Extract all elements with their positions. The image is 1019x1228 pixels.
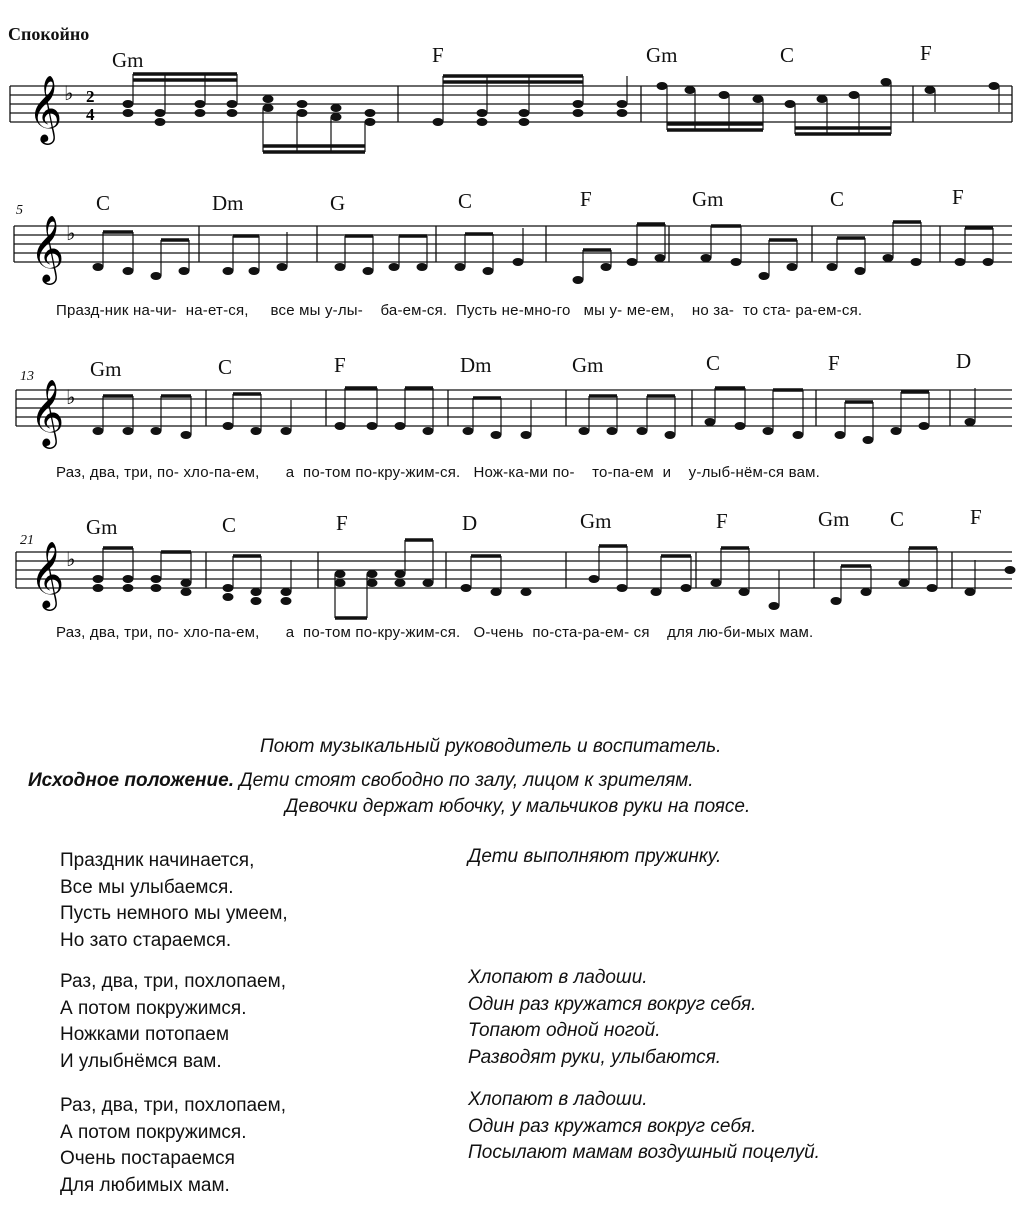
tempo-marking: Спокойно <box>8 24 90 44</box>
verse-line: Раз, два, три, похлопаем, <box>60 1095 286 1116</box>
verse-3-actions <box>468 1087 820 1167</box>
verse-line: Очень постараемся <box>60 1148 235 1169</box>
time-signature-top: 2 <box>86 87 95 106</box>
action-line: Хлопают в ладоши. <box>468 1089 648 1110</box>
chord-symbol: Dm <box>212 191 244 215</box>
verse-line: А потом покружимся. <box>60 997 247 1019</box>
verse-line: А потом покружимся. <box>60 1121 247 1143</box>
action-line: Дети выполняют пружинку. <box>468 846 722 867</box>
system-4 <box>16 505 1016 618</box>
lyrics-line: Раз, два, три, по- хло-па-ем, а по-том по-кру-жим-ся. О-чень по-ста-ра-ем- ся для лю-би-мых мам. <box>56 624 814 641</box>
action-line: Топают одной ногой. <box>468 1020 661 1041</box>
flat-key-signature: ♭ <box>66 221 76 245</box>
chord-symbol: F <box>336 511 348 535</box>
chord-symbol: Gm <box>572 353 604 377</box>
lyrics-line: Празд-ник на-чи- на-ет-ся, все мы у-лы- ба-ем-ся. Пусть не-мно-го мы у- ме-ем, но за- то ста- ра-ем-ся. <box>56 302 863 319</box>
chord-symbol: C <box>96 191 111 215</box>
chord-symbol: C <box>218 355 233 379</box>
verse-line: Для любимых мам. <box>60 1174 230 1196</box>
chord-symbol: F <box>580 187 592 211</box>
verse-line: Ножками потопаем <box>60 1024 230 1045</box>
start-position-text: Дети стоят свободно по залу, лицом к зрителям. <box>239 770 694 791</box>
treble-clef-icon: 𝄞 <box>30 540 65 608</box>
action-line: Хлопают в ладоши. <box>468 967 648 988</box>
chord-symbol: Dm <box>460 353 492 377</box>
chord-symbol: F <box>716 509 728 533</box>
action-line: Разводят руки, улыбаются. <box>468 1046 722 1068</box>
verse-line: Но зато стараемся. <box>60 929 232 951</box>
verse-1 <box>60 848 288 954</box>
chord-symbol: C <box>830 187 845 211</box>
start-position-label: Исходное положение. <box>28 770 234 791</box>
chord-symbol: C <box>890 507 905 531</box>
chord-symbol: Gm <box>818 507 850 531</box>
flat-key-signature: ♭ <box>66 547 76 571</box>
chord-symbol: G <box>330 191 346 215</box>
treble-clef-icon: 𝄞 <box>30 214 65 282</box>
chord-symbol: F <box>828 351 840 375</box>
treble-clef-icon: 𝄞 <box>30 378 65 446</box>
treble-clef-icon: 𝄞 <box>28 74 63 142</box>
chord-symbol: C <box>780 43 795 67</box>
chord-symbol: F <box>920 41 932 65</box>
chord-symbol: D <box>462 511 478 535</box>
action-line: Один раз кружатся вокруг себя. <box>468 1115 757 1137</box>
chord-symbol: Gm <box>646 43 678 67</box>
chord-symbol: C <box>706 351 721 375</box>
flat-key-signature: ♭ <box>66 385 76 409</box>
chord-symbol: F <box>334 353 346 377</box>
time-signature-bottom: 4 <box>86 105 95 124</box>
verse-line: И улыбнёмся вам. <box>60 1050 222 1072</box>
system-2 <box>14 185 1012 285</box>
action-line: Один раз кружатся вокруг себя. <box>468 993 757 1015</box>
verse-line: Праздник начинается, <box>60 850 255 871</box>
verse-2-actions <box>468 965 756 1071</box>
chord-symbol: Gm <box>86 515 118 539</box>
verse-3 <box>60 1093 286 1199</box>
system-1 <box>10 41 1012 152</box>
verse-line: Раз, два, три, похлопаем, <box>60 971 286 992</box>
start-position-text-2: Девочки держат юбочку, у мальчиков руки на поясе. <box>285 796 751 817</box>
chord-symbol: C <box>458 189 473 213</box>
chord-symbol: Gm <box>90 357 122 381</box>
chord-symbol: F <box>432 43 444 67</box>
verse-line: Пусть немного мы умеем, <box>60 903 288 924</box>
chord-symbol: Gm <box>692 187 724 211</box>
performers-note: Поют музыкальный руководитель и воспитатель. <box>260 736 722 757</box>
verse-line: Все мы улыбаемся. <box>60 876 234 898</box>
measure-number: 5 <box>16 203 23 218</box>
chord-symbol: D <box>956 349 972 373</box>
chord-symbol: F <box>970 505 982 529</box>
chord-symbol: Gm <box>580 509 612 533</box>
chord-symbol: F <box>952 185 964 209</box>
action-line: Посылают мамам воздушный поцелуй. <box>468 1142 820 1163</box>
verse-1-actions <box>468 844 721 871</box>
start-position <box>28 770 694 792</box>
system-3 <box>16 349 1012 449</box>
measure-number: 21 <box>20 533 34 548</box>
lyrics-line: Раз, два, три, по- хло-па-ем, а по-том по-кру-жим-ся. Нож-ка-ми по- то-па-ем и у-лыб-нём-ся вам. <box>56 464 821 481</box>
measure-number: 13 <box>20 369 34 384</box>
flat-key-signature: ♭ <box>64 81 74 105</box>
verse-2 <box>60 969 286 1075</box>
chord-symbol: Gm <box>112 48 144 72</box>
chord-symbol: C <box>222 513 237 537</box>
